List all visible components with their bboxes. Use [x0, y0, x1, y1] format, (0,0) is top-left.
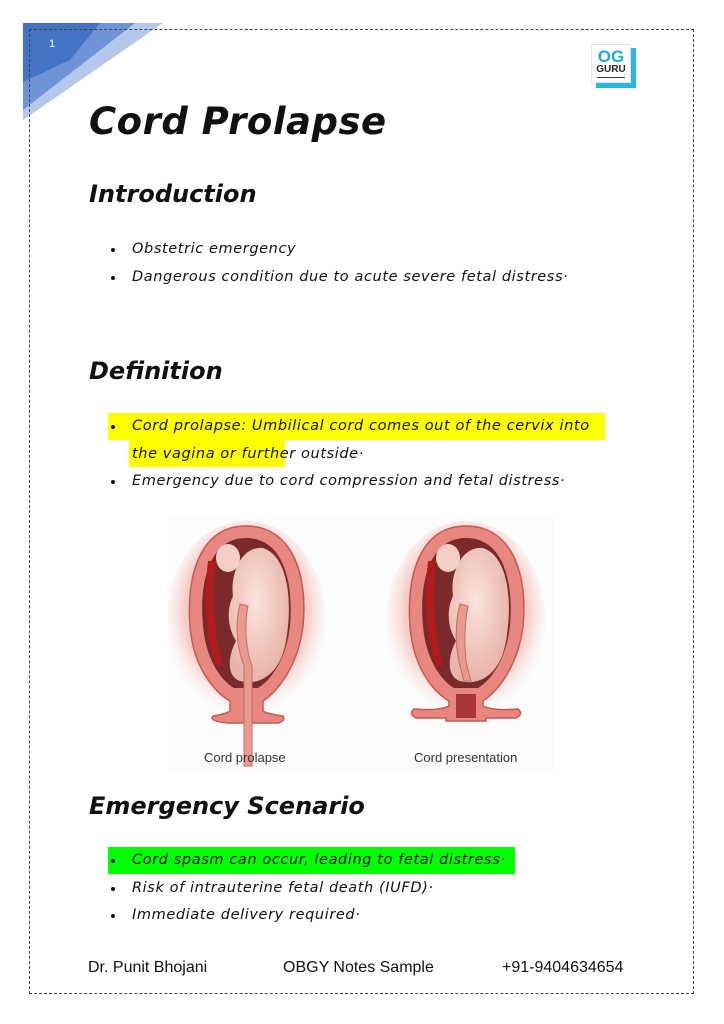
bullet-icon [111, 480, 115, 484]
uterus-diagram [168, 516, 554, 772]
list-item-text: Emergency due to cord compression and fetal distress· [132, 473, 566, 489]
list-item [105, 468, 615, 496]
list-item-text-line1: Cord prolapse: Umbilical cord comes out of the cervix into [132, 418, 590, 434]
list-item-text: Risk of intrauterine fetal death (IUFD)· [132, 879, 434, 896]
bullet-icon [111, 859, 115, 863]
list-item [105, 264, 615, 292]
list-item-highlighted [105, 413, 615, 468]
logo-og-text: OG [597, 47, 625, 66]
footer-center: OBGY Notes Sample [283, 959, 434, 976]
figure-label-cord-presentation: Cord presentation [414, 750, 518, 765]
section-heading-introduction: Introduction [89, 180, 257, 208]
list-item [105, 875, 615, 903]
footer-author: Dr. Punit Bhojani [88, 959, 208, 976]
list-item-text-line2: the vagina or further outside· [132, 445, 364, 462]
list-item-text: Dangerous condition due to acute severe fetal distress· [132, 268, 569, 285]
section-heading-emergency-scenario: Emergency Scenario [89, 792, 365, 820]
figure-label-cord-prolapse: Cord prolapse [204, 750, 286, 765]
section-heading-definition: Definition [89, 357, 223, 385]
list-item-highlighted [105, 847, 615, 875]
bullet-icon [111, 248, 115, 252]
list-item [105, 236, 615, 264]
definition-list [105, 413, 615, 496]
page-number: 1 [49, 38, 56, 50]
introduction-list [105, 236, 615, 291]
logo-box [591, 44, 631, 83]
list-item-text: Obstetric emergency [132, 241, 297, 257]
footer-phone: +91-9404634654 [502, 959, 624, 976]
logo-underline [597, 77, 625, 78]
bullet-icon [111, 914, 115, 918]
logo-guru-text: GURU [596, 64, 626, 75]
list-item [105, 902, 615, 930]
cord-prolapse-illustration [168, 516, 554, 772]
og-guru-logo [591, 44, 637, 88]
bullet-icon [111, 425, 115, 429]
bullet-icon [111, 887, 115, 891]
list-item-text: Cord spasm can occur, leading to fetal distress· [132, 852, 506, 868]
bullet-icon [111, 276, 115, 280]
list-item-text: Immediate delivery required· [132, 907, 361, 923]
page-title: Cord Prolapse [89, 100, 387, 143]
emergency-list [105, 847, 615, 930]
